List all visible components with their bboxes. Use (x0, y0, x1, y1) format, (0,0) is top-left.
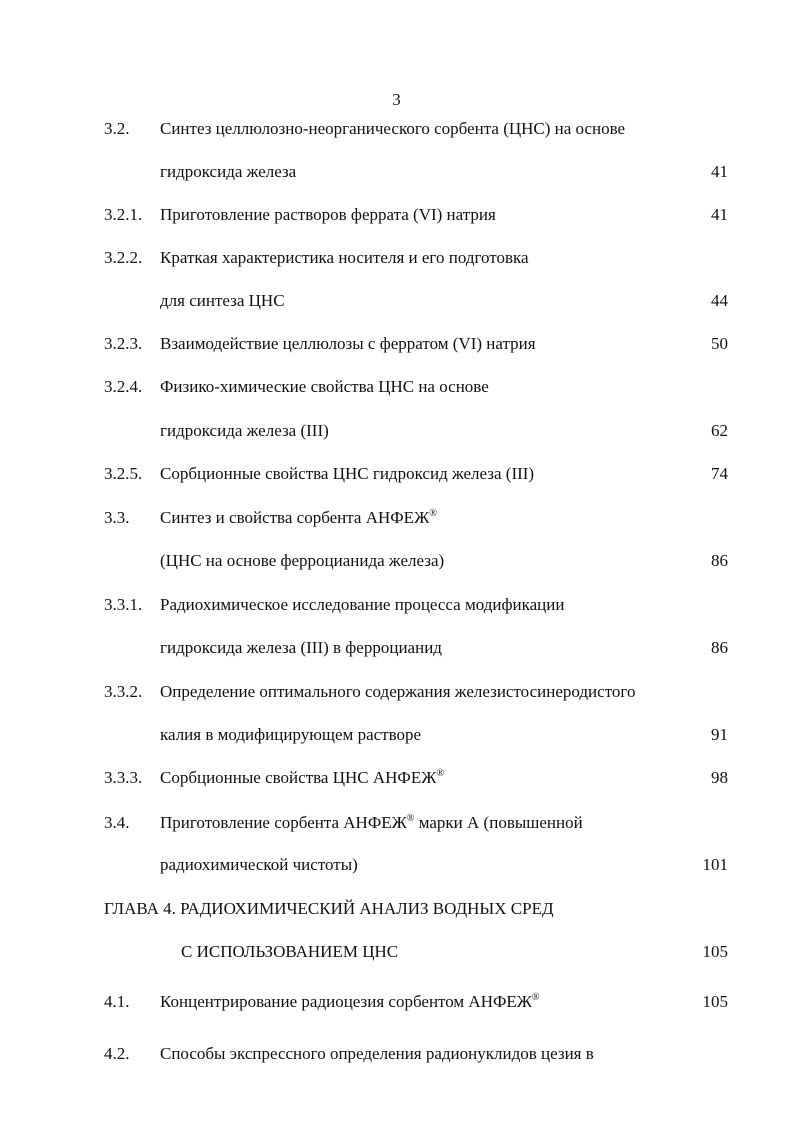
toc-entry (0, 289, 793, 313)
page-number: 3 (392, 90, 401, 109)
toc-entry-number: 3.2. (104, 119, 130, 138)
toc-entry-page: 62 (711, 421, 728, 440)
toc-entry-number: 3.2.4. (104, 377, 143, 396)
toc-entry-title: Способы экспрессного определения радионуклидов цезия в (160, 1044, 594, 1063)
toc-entry-page: 41 (711, 205, 728, 224)
toc-entry (0, 506, 793, 530)
toc-entry (0, 897, 793, 921)
toc-entry-title: гидроксида железа (III) (160, 421, 329, 440)
toc-entry (0, 246, 793, 270)
toc-entry-page: 74 (711, 464, 728, 483)
toc-entry (0, 811, 793, 835)
toc-entry-number: 3.3.2. (104, 682, 143, 701)
toc-entry (0, 549, 793, 573)
toc-entry (0, 419, 793, 443)
toc-entry-title: Определение оптимального содержания железистосинеродистого (160, 682, 636, 701)
toc-entry (0, 332, 793, 356)
toc-entry-page: 41 (711, 162, 728, 181)
toc-entry-title: Сорбционные свойства ЦНС АНФЕЖ® (160, 768, 445, 787)
toc-entry-number: 4.1. (104, 992, 130, 1011)
toc-entry-number: 3.3. (104, 508, 130, 527)
toc-entry-title: (ЦНС на основе ферроцианида железа) (160, 551, 445, 570)
registered-mark: ® (532, 992, 540, 1003)
toc-entry (0, 990, 793, 1014)
toc-entry-number: 3.2.3. (104, 334, 143, 353)
chapter-title: С ИСПОЛЬЗОВАНИЕМ ЦНС (181, 942, 399, 961)
toc-entry-title: Физико-химические свойства ЦНС на основе (160, 377, 489, 396)
toc-entry-page: 91 (711, 725, 728, 744)
toc-entry (0, 1042, 793, 1066)
toc-entry-page: 44 (711, 291, 728, 310)
toc-entry-title: калия в модифицирующем растворе (160, 725, 422, 744)
toc-entry-number: 3.2.1. (104, 205, 143, 224)
toc-entry-page: 98 (711, 768, 728, 787)
toc-entry-number: 3.3.3. (104, 768, 143, 787)
toc-entry-title: Синтез и свойства сорбента АНФЕЖ® (160, 508, 437, 527)
toc-entry (0, 593, 793, 617)
toc-entry-number: 4.2. (104, 1044, 130, 1063)
toc-entry (0, 462, 793, 486)
toc-entry-title: Приготовление растворов феррата (VI) натрия (160, 205, 496, 224)
toc-entry-page: 86 (711, 638, 728, 657)
toc-entry-title: радиохимической чистоты) (160, 855, 358, 874)
registered-mark: ® (436, 768, 445, 779)
toc-entry-title: Приготовление сорбента АНФЕЖ® марки А (повышенной (160, 813, 583, 832)
toc-entry-number: 3.2.2. (104, 248, 143, 267)
chapter-title: ГЛАВА 4. РАДИОХИМИЧЕСКИЙ АНАЛИЗ ВОДНЫХ СРЕД (104, 899, 554, 918)
toc-entry-title: гидроксида железа (III) в ферроцианид (160, 638, 442, 657)
toc-entry-title: Взаимодействие целлюлозы с ферратом (VI) натрия (160, 334, 536, 353)
toc-entry-title: Сорбционные свойства ЦНС гидроксид железа (III) (160, 464, 535, 483)
toc-entry-title: Краткая характеристика носителя и его подготовка (160, 248, 529, 267)
toc-entry (0, 203, 793, 227)
toc-entry-page: 101 (702, 855, 728, 874)
toc-entry-number: 3.3.1. (104, 595, 143, 614)
toc-entry-number: 3.2.5. (104, 464, 143, 483)
toc-entry (0, 940, 793, 964)
toc-entry-page: 86 (711, 551, 728, 570)
toc-entry-page: 50 (711, 334, 728, 353)
toc-entry (0, 853, 793, 877)
toc-entry (0, 766, 793, 790)
toc-entry (0, 680, 793, 704)
toc-entry-page: 105 (702, 992, 728, 1011)
toc-entry-title: гидроксида железа (160, 162, 297, 181)
toc-entry-page: 105 (702, 942, 728, 961)
toc-entry (0, 375, 793, 399)
toc-entry-title: для синтеза ЦНС (160, 291, 285, 310)
toc-entry-number: 3.4. (104, 813, 130, 832)
toc-entry (0, 160, 793, 184)
toc-entry (0, 117, 793, 141)
toc-entry (0, 723, 793, 747)
registered-mark: ® (406, 813, 415, 824)
toc-entry-title: Радиохимическое исследование процесса модификации (160, 595, 565, 614)
toc-entry-title: Синтез целлюлозно-неорганического сорбента (ЦНС) на основе (160, 119, 626, 138)
toc-entry (0, 636, 793, 660)
registered-mark: ® (429, 508, 437, 519)
toc-entry-title: Концентрирование радиоцезия сорбентом АНФЕЖ® (160, 992, 540, 1011)
